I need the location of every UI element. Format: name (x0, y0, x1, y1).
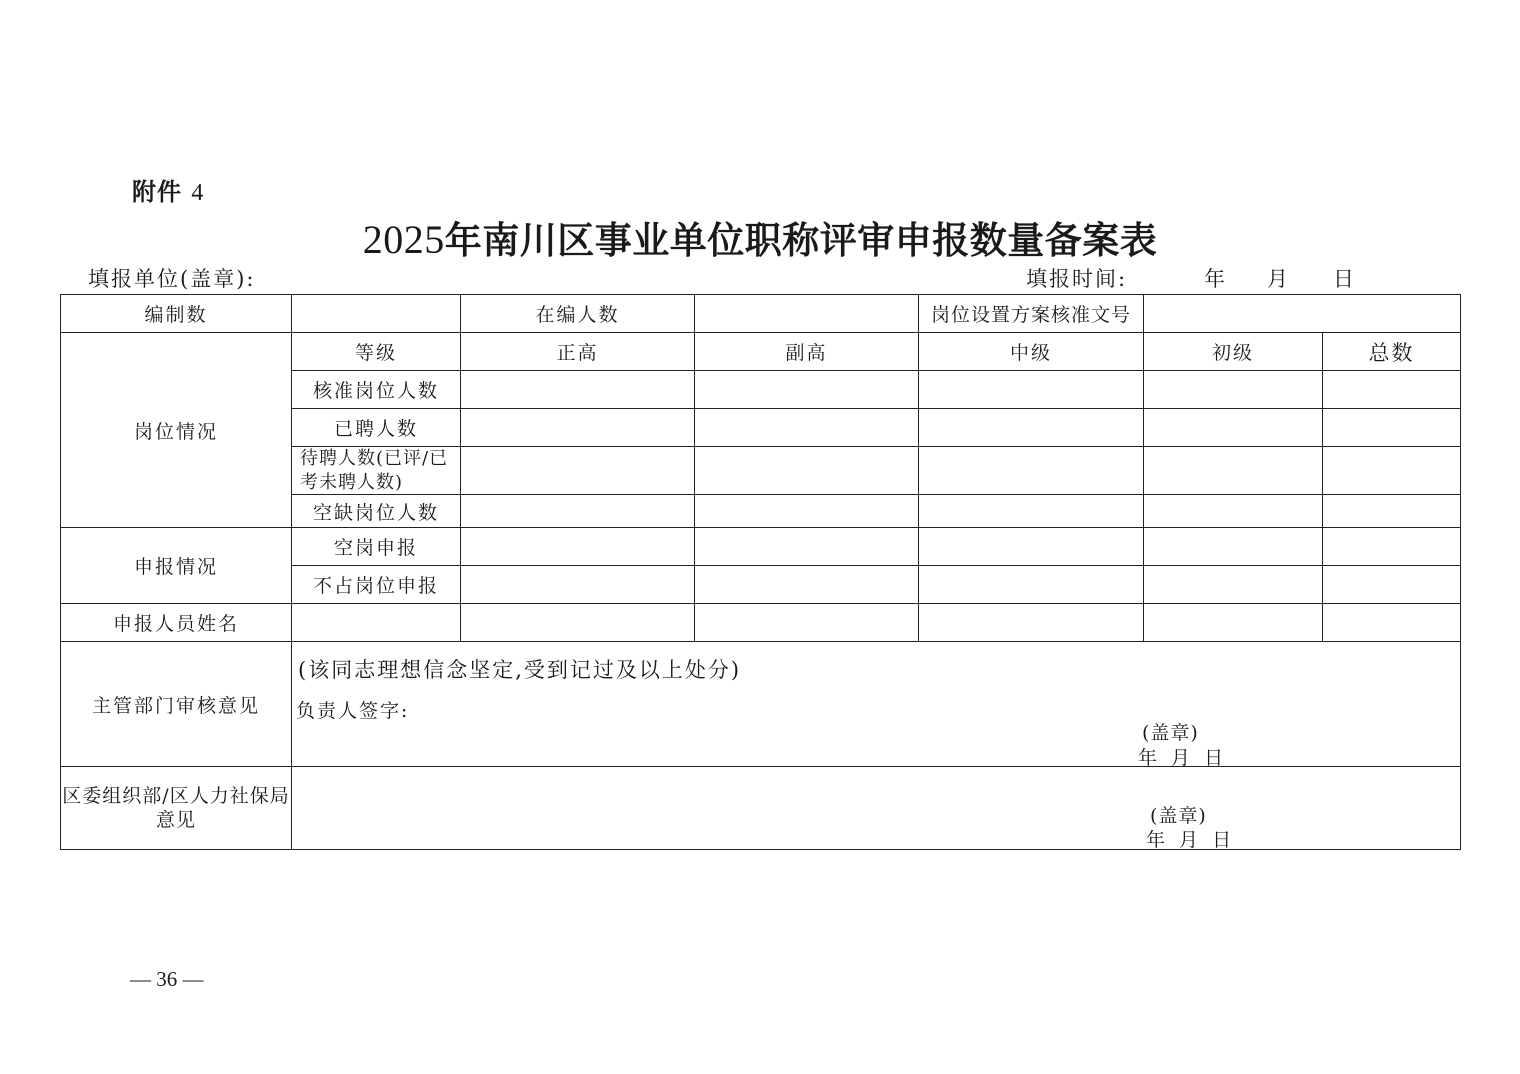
dept-opinion-note: (该同志理想信念坚定,受到记过及以上处分) (298, 658, 742, 682)
on-staff-input[interactable] (695, 295, 919, 333)
input-cell[interactable] (1144, 447, 1323, 495)
input-cell[interactable] (919, 447, 1144, 495)
input-cell[interactable] (919, 495, 1144, 528)
table-row (61, 295, 1461, 333)
application-section-label: 申报情况 (61, 528, 292, 604)
on-staff-label: 在编人数 (461, 295, 695, 333)
district-opinion-label-cell (61, 767, 292, 850)
pending-hire-cell (292, 447, 461, 495)
input-cell[interactable] (461, 528, 695, 566)
staffing-input[interactable] (292, 295, 461, 333)
approval-no-label: 岗位设置方案核准文号 (919, 295, 1144, 333)
input-cell[interactable] (292, 604, 461, 642)
positions-section-label: 岗位情况 (61, 333, 292, 528)
pending-hire-label: 待聘人数(已评/已考未聘人数) (300, 448, 449, 493)
table-row (61, 604, 1461, 642)
dept-opinion-label: 主管部门审核意见 (61, 642, 292, 767)
dept-seal-label: (盖章) (1142, 722, 1199, 744)
input-cell[interactable] (695, 447, 919, 495)
table-row (61, 333, 1461, 371)
level-header-total: 总数 (1323, 333, 1461, 371)
page-number: — 36 — (130, 967, 204, 991)
vacant-positions-label: 空缺岗位人数 (292, 495, 461, 528)
input-cell[interactable] (1144, 604, 1323, 642)
input-cell[interactable] (919, 566, 1144, 604)
input-cell[interactable] (695, 528, 919, 566)
approved-positions-label: 核准岗位人数 (292, 371, 461, 409)
input-cell[interactable] (1323, 409, 1461, 447)
district-opinion-label: 区委组织部/区人力社保局意见 (62, 785, 290, 831)
level-header-intermediate: 中级 (919, 333, 1144, 371)
input-cell[interactable] (1323, 447, 1461, 495)
input-cell[interactable] (1144, 528, 1323, 566)
input-cell[interactable] (1144, 566, 1323, 604)
input-cell[interactable] (919, 528, 1144, 566)
input-cell[interactable] (695, 604, 919, 642)
input-cell[interactable] (919, 409, 1144, 447)
input-cell[interactable] (461, 566, 695, 604)
level-header-deputy-senior: 副高 (695, 333, 919, 371)
input-cell[interactable] (1323, 371, 1461, 409)
input-cell[interactable] (1323, 604, 1461, 642)
input-cell[interactable] (461, 604, 695, 642)
input-cell[interactable] (919, 604, 1144, 642)
fill-unit-label: 填报单位(盖章): (88, 267, 256, 291)
vacancy-application-label: 空岗申报 (292, 528, 461, 566)
table-row (61, 767, 1461, 850)
input-cell[interactable] (1323, 528, 1461, 566)
input-cell[interactable] (461, 447, 695, 495)
input-cell[interactable] (1323, 566, 1461, 604)
title-year: 2025 (362, 217, 445, 262)
input-cell[interactable] (1323, 495, 1461, 528)
fill-date-day: 日 (1333, 267, 1354, 291)
input-cell[interactable] (695, 495, 919, 528)
input-cell[interactable] (461, 495, 695, 528)
level-header-senior: 正高 (461, 333, 695, 371)
input-cell[interactable] (695, 409, 919, 447)
attachment-label: 附件 4 (132, 178, 205, 206)
non-position-application-label: 不占岗位申报 (292, 566, 461, 604)
input-cell[interactable] (695, 371, 919, 409)
dept-date-label: 年 月 日 (1138, 747, 1225, 767)
fill-date-month: 月 (1267, 267, 1288, 291)
title-text: 年南川区事业单位职称评审申报数量备案表 (444, 219, 1158, 262)
input-cell[interactable] (695, 566, 919, 604)
input-cell[interactable] (1144, 409, 1323, 447)
input-cell[interactable] (461, 371, 695, 409)
filing-form-table (60, 294, 1461, 850)
attachment-number: 4 (191, 180, 205, 206)
approval-no-input[interactable] (1144, 295, 1461, 333)
page-title (0, 210, 1520, 264)
input-cell[interactable] (461, 409, 695, 447)
table-row (61, 528, 1461, 566)
input-cell[interactable] (1144, 495, 1323, 528)
level-label: 等级 (292, 333, 461, 371)
hired-count-label: 已聘人数 (292, 409, 461, 447)
district-opinion-field[interactable] (292, 767, 1461, 850)
district-date-label: 年 月 日 (1146, 829, 1233, 850)
district-seal-label: (盖章) (1150, 805, 1207, 827)
dept-opinion-field[interactable] (292, 642, 1461, 767)
fill-date-year: 年 (1204, 267, 1225, 291)
staffing-label: 编制数 (61, 295, 292, 333)
table-row (61, 642, 1461, 767)
level-header-junior: 初级 (1144, 333, 1323, 371)
input-cell[interactable] (1144, 371, 1323, 409)
fill-date-label: 填报时间: (1026, 267, 1128, 291)
applicant-names-label: 申报人员姓名 (61, 604, 292, 642)
input-cell[interactable] (919, 371, 1144, 409)
responsible-signature-label: 负责人签字: (296, 700, 410, 722)
